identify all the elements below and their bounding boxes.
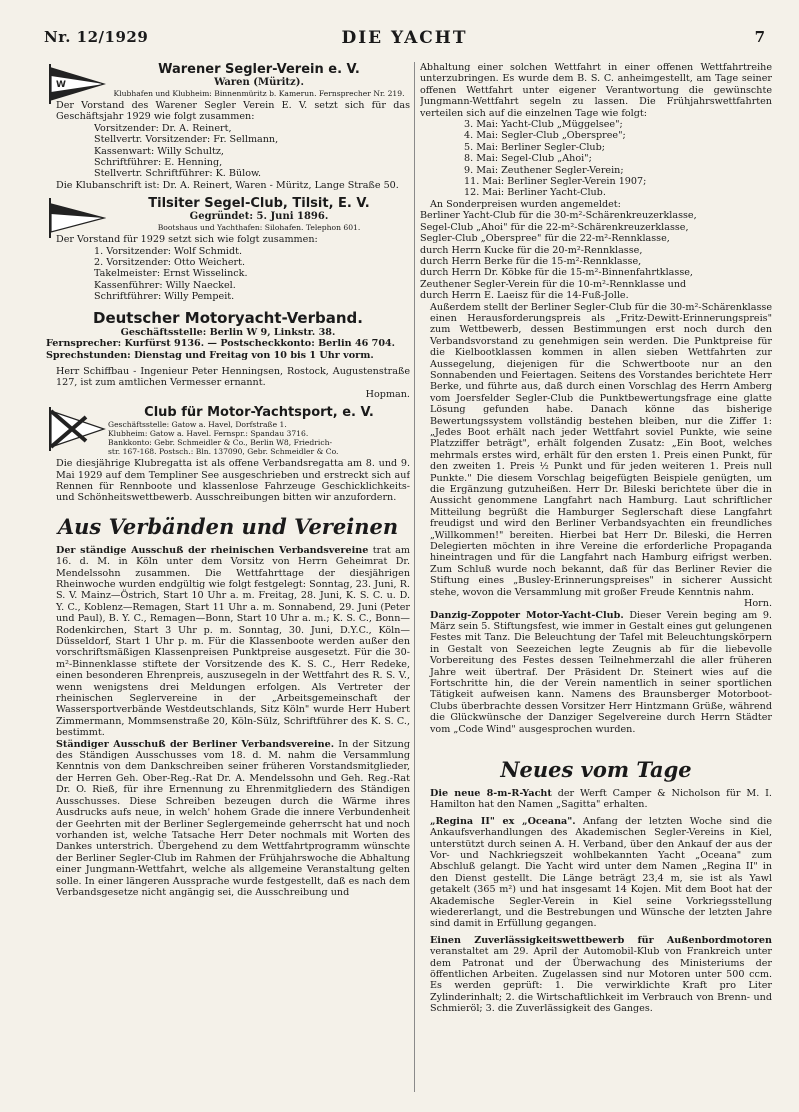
club-info: str. 167-168. Postsch.: Bln. 137090, Gebr. Schmeidler & Co. (108, 447, 339, 457)
member-list (46, 123, 410, 180)
paragraph: Abhaltung einer solchen Wettfahrt in einer offenen Wettfahrtreihe unterzubringen. Es wurde dem B. S. C. anheimgestellt, am Tage seiner offenen Wettfahrt unter eigener Verantwortung die gewünschte Jungmann-Wettfahrt segeln zu lassen. Die Frühjahrswettfahrten verteilen sich auf die einzelnen Tage wie folgt: (420, 62, 772, 119)
club-name: Warener Segler-Verein e. V. (158, 62, 360, 77)
svg-text:W: W (56, 80, 66, 90)
news-item (420, 788, 772, 811)
list-item: 5. Mai: Berliner Segler-Club; (464, 141, 605, 153)
paragraph: Die diesjährige Klubregatta ist als offene Verbandsregatta am 8. und 9. Mai 1929 auf dem Templiner See ausgeschrieben und erstreckt sich auf Rennen für Rennboote und klassenlose Fahrzeuge Geschicklichkeits- und Schönheitswettbewerb. Ausschreibungen bitten wir anzufordern. (56, 458, 410, 504)
list-item: Berliner Yacht-Club für die 30-m²-Schärenkreuzerklasse, (420, 210, 697, 222)
club-founded: Gegründet: 5. Juni 1896. (189, 211, 329, 223)
club-warener (46, 62, 410, 98)
club-info: Klubhafen und Klubheim: Binnenmüritz b. Kamerun. Fernsprecher Nr. 219. (113, 89, 405, 98)
list-item: durch Herrn Kucke für die 20-m²-Rennklasse, (420, 244, 643, 256)
article-lead: „Regina II" ex „Oceana". (430, 815, 576, 827)
prizes-intro: An Sonderpreisen wurden angemeldet: (430, 198, 621, 210)
article-danzig (420, 610, 772, 735)
dmv-line: Fernsprecher: Kurfürst 9136. — Postscheckkonto: Berlin 46 704. (46, 338, 396, 350)
list-item: 9. Mai: Zeuthener Segler-Verein; (464, 164, 624, 176)
list-item: Stellvertr. Schriftführer: K. Bülow. (94, 168, 262, 180)
list-item: Schriftführer: Willy Pempeit. (94, 291, 235, 303)
page-header (44, 28, 765, 52)
list-item: 12. Mai: Berliner Yacht-Club. (464, 187, 606, 199)
pennant-cross-icon (48, 407, 106, 451)
left-column (46, 62, 410, 898)
list-item: Schriftführer: E. Henning, (94, 157, 223, 169)
article-text: veranstaltet am 29. April der Automobil-Klub von Frankreich unter dem Patronat und der Überwachung des Ministeriums der öffentlichen Arbeiten. Zugelassen sind nur Motoren unter 500 ccm. Es werden geprüft: 1. Die verwirklichte Kraft pro Liter Zylinderinhalt; 2. die Wirtschaftlichkeit im Verbrauch von Brenn- und Schmieröl; 3. die Zuverlässigkeit des Ganges. (430, 946, 772, 1015)
article-berlin (46, 739, 410, 899)
page-number: 7 (754, 28, 765, 46)
paragraph: Herr Schiffbau - Ingenieur Peter Henningsen, Rostock, Augustenstraße 127, ist zum amtlichen Vermesser ernannt. (56, 365, 410, 389)
club-name: Club für Motor-Yachtsport, e. V. (144, 405, 374, 421)
dmv-line: Sprechstunden: Dienstag und Freitag von 10 bis 1 Uhr vorm. (46, 349, 374, 361)
list-item: 3. Mai: Yacht-Club „Müggelsee"; (464, 119, 623, 131)
magazine-title: DIE YACHT (341, 28, 468, 48)
list-item: durch Herrn Dr. Köbke für die 15-m²-Binnenfahrtklasse, (420, 267, 693, 279)
club-place: Waren (Müritz). (214, 77, 304, 88)
list-item: durch Herrn E. Laeisz für die 14-Fuß-Jolle. (420, 290, 629, 302)
club-info: Bootshaus und Yachthafen: Silohafen. Telephon 601. (157, 223, 361, 233)
schedule-list (420, 119, 772, 199)
article-lead: Der ständige Ausschuß der rheinischen Verbandsvereine (56, 544, 369, 556)
article-text: Anfang der letzten Woche sind die Ankaufsverhandlungen des Akademischen Segler-Vereins in Kiel, unterstützt durch seinen A. H. Verband, über den Ankauf der aus der Vor- und Nachkriegszeit wohlbekannten Yacht „Oceana" zum Abschluß gelangt. Die Yacht wird unter dem Namen „Regina II" in den Dienst gestellt. Die Länge beträgt 23,4 m, sie ist als Yawl getakelt (365 m²) und hat insgesamt 14 Kojen. Mit dem Boot hat der Akademische Segler-Verein in Kiel seine Vorkriegsstellung wiedererlangt, und die Bestrebungen und Wünsche der letzten Jahre sind damit in Erfüllung gegangen. (430, 815, 772, 930)
list-item: 2. Vorsitzender: Otto Weichert. (94, 257, 246, 269)
news-item (420, 935, 772, 1015)
list-item: 4. Mai: Segler-Club „Oberspree"; (464, 130, 626, 142)
section-title: Aus Verbänden und Vereinen (57, 513, 399, 539)
list-item: Zeuthener Segler-Verein für die 10-m²-Rennklasse und (420, 278, 687, 290)
paragraph: Die Klubanschrift ist: Dr. A. Reinert, Waren - Müritz, Lange Straße 50. (56, 179, 399, 191)
club-info: Bankkonto: Gebr. Schmeidler & Co., Berlin W8, Friedrich- (108, 438, 333, 448)
signature: Horn. (744, 598, 772, 610)
list-item: Segel-Club „Ahoi" für die 22-m²-Schärenkreuzerklasse, (420, 221, 689, 233)
paragraph: Der Vorstand des Warener Segler Verein E. V. setzt sich für das Geschäftsjahr 1929 wie folgt zusammen: (56, 100, 410, 123)
pennant-w-icon (48, 64, 106, 104)
article-text: der Werft Camper & Nicholson für M. I. Hamilton hat den Namen „Sagitta" erhalten. (430, 787, 772, 811)
club-tilsit (46, 196, 410, 232)
list-item: 11. Mai: Berliner Segler-Verein 1907; (464, 176, 647, 188)
club-name: Tilsiter Segel-Club, Tilsit, E. V. (148, 196, 370, 212)
list-item: Takelmeister: Ernst Wisselinck. (94, 268, 248, 280)
paragraph: Der Vorstand für 1929 setzt sich wie folgt zusammen: (56, 234, 318, 246)
article-text: trat am 16. d. M. in Köln unter dem Vorsitz von Herrn Geheimrat Dr. Mendelssohn zusammen. Die Wettfahrttage der diesjährigen Rheinwoche wurden endgültig wie folgt festgelegt: Sonntag, 23. Juni, R. S. V. Mainz—Östrich, Start 10 Uhr a. m. Freitag, 28. Juni, K. S. C. u. D. Y. C., Koblenz—Remagen, Start 11 Uhr a. m. Sonnabend, 29. Juni (Peter und Paul), B. Y. C., Remagen—Bonn, Start 10 Uhr a. m.; K. S. C., Bonn—Rodenkirchen, Start 3 Uhr p. m. Sonntag, 30. Juni, D.Y.C., Köln—Düsseldorf, Start 1 Uhr p. m. Für die Klassenboote werden außer den vorschriftsmäßigen Klassenpreisen Punktpreise ausgesetzt. Für die 30-m²-Binnenklasse stiftete der Vorsitzende des K. S. C., Herr Redeke, einen besonderen Ehrenpreis, auszusegeln in der Wettfahrt des R. S. V., wenn wenigstens drei Meldungen erfolgen. Als Vertreter der rheinischen Seglervereine in der „Arbeitsgemeinschaft der Wassersportverbände Westdeutschlands, Sitz Köln" wurde Herr Hubert Zimmermann, Mommsenstraße 20, Köln-Sülz, Schriftführer des K. S. C., bestimmt. (56, 544, 410, 739)
dmv-heading: Deutscher Motoryacht-Verband. (93, 308, 363, 327)
member-list (46, 246, 410, 303)
news-item (420, 816, 772, 930)
club-info: Geschäftsstelle: Gatow a. Havel, Dorfstraße 1. (108, 420, 287, 430)
list-item: Vorsitzender: Dr. A. Reinert, (94, 122, 232, 134)
right-column (420, 62, 772, 1015)
issue-number: Nr. 12/1929 (44, 28, 149, 46)
prizes-list (420, 210, 772, 301)
list-item: durch Herrn Berke für die 15-m²-Rennklasse, (420, 255, 642, 267)
article-lead: Ständiger Ausschuß der Berliner Verbandsvereine. (56, 738, 335, 750)
list-item: Kassenführer: Willy Naeckel. (94, 279, 236, 291)
list-item: Stellvertr. Vorsitzender: Fr. Sellmann, (94, 134, 279, 146)
section-title: Neues vom Tage (500, 756, 692, 782)
column-divider (414, 62, 415, 1092)
list-item: 1. Vorsitzender: Wolf Schmidt. (94, 245, 243, 257)
signature: Hopman. (365, 388, 410, 400)
article-rhein (46, 545, 410, 739)
article-lead: Die neue 8-m-R-Yacht (430, 787, 552, 799)
article-lead: Einen Zuverlässigkeitswettbewerb für Außenbordmotoren (430, 934, 772, 946)
pennant-tsc-icon (48, 198, 106, 238)
list-item: 8. Mai: Segel-Club „Ahoi"; (464, 153, 592, 165)
article-text: Dieser Verein beging am 9. März sein 5. Stiftungsfest, wie immer in Gestalt eines gut gelungenen Festes mit Tanz. Die Beleuchtung der Tafel mit Beleuchtungskörpern in Gestalt von Seezeichen legte Zeugnis ab für die liebevolle Vorbereitung des Festes dessen Teilnehmerzahl die aller früheren Jahre weit übertraf. Der Präsident Dr. Steinert wies auf die Fortschritte hin, die der Verein namentlich in seiner sportlichen Tätigkeit aufweisen kann. Namens des Braunsberger Motorboot-Clubs überbrachte dessen Vorsitzer Herr Hintzmann Grüße, während die Glückwünsche der Danziger Segelvereine durch Herrn Städter vom „Code Wind" ausgesprochen wurden. (430, 609, 772, 735)
article-lead: Danzig-Zoppoter Motor-Yacht-Club. (430, 609, 624, 621)
paragraph: Außerdem stellt der Berliner Segler-Club für die 30-m²-Schärenklasse einen Herausforderungspreis als „Fritz-Dewitt-Erinnerungspreis" zum Wettbewerb, dessen Bestimmungen erst noch durch den Verbandsvorstand zu genehmigen sein werden. Die Punktpreise für die Kielbootklassen kommen in allen sieben Wettfahrten zur Aussegelung, diejenigen für die Schwertboote nur an den Sonnabenden und Feiertagen. Seitens des Vorstandes berichtete Herr Berke, und führte aus, daß durch einen Vorschlag des Herrn Amberg vom Joersfelder Segler-Club die Punktbewertungsfrage eine glatte Lösung gefunden habe. Danach könne das bisherige Bewertungssystem vollständig bestehen bleiben, nur die Ziffer 1: „Jedes Boot erhält nach jeder Wettfahrt soviel Punkte, wie seine Platzziffer beträgt", erhält folgenden Zusatz: „Ein Boot, welches mehrmals erstes wird, erhält für den ersten 1. Preis einen Punkt, für den zweiten 1. Preis ½ Punkt und für jeden weiteren 1. Preis null Punkte." Die diesem Vorschlag beigefügten Beispiele genügten, um die Ergänzung gutzuheißen. Herr Dr. Bileski berichtete über die in Aussicht genommene Langfahrt nach Hamburg. Laut schriftlicher Mitteilung begrüßt die Hamburger Seglerschaft diese Langfahrt freudigst und wird den Berliner Verbandsyachten ein freundliches „Willkommen!" bereiten. Hierbei bat Herr Dr. Bileski, die Herren Delegierten möchten in ihre Vereine die erforderliche Propaganda hineintragen und für die Langfahrt nach Hamburg eifrigst werben. Zum Schluß wurde noch bekannt, daß für das Berliner Revier die Stiftung eines „Busley-Erinnerungspreises" in sicherer Aussicht stehe, wovon die Versammlung mit großer Freude Kenntnis nahm. (430, 301, 772, 598)
club-info: Klubheim: Gatow a. Havel. Fernspr.: Spandau 3716. (108, 429, 309, 439)
list-item: Kassenwart: Willy Schultz, (94, 145, 224, 157)
article-text: In der Sitzung des Ständigen Ausschusses vom 18. d. M. nahm die Versammlung Kenntnis von dem Dankschreiben seiner früheren Vorstandsmitglieder, der Herren Geh. Ober-Reg.-Rat Dr. A. Mendelssohn und Geh. Reg.-Rat Dr. O. Rieß, für ihre Ernennung zu Ehrenmitgliedern des Ständigen Ausschusses. Diese Schreiben bezeugen durch die Wärme ihres Ausdrucks aufs neue, in welch' hohem Grade die innere Verbundenheit der Geehrten mit der Berliner Seglergemeinde geherrscht hat und noch vorhanden ist, welche Tatsache Herr Deter nochmals mit Worten des Dankes unterstrich. Übergehend zu dem Wettfahrtprogramm wünschte der Berliner Segler-Club im Rahmen der Frühjahrswoche die Abhaltung einer Jungmann-Wettfahrt, welche als allgemeine Veranstaltung gelten solle. In einer längeren Aussprache wurde festgestellt, daß es nach dem Verbandsgesetze nicht angängig sei, die Ausschreibung und (56, 738, 410, 898)
club-motor-yachtsport (46, 405, 410, 456)
dmv-line: Geschäftsstelle: Berlin W 9, Linkstr. 38. (120, 326, 336, 338)
list-item: Segler-Club „Oberspree" für die 22-m²-Rennklasse, (420, 233, 670, 245)
